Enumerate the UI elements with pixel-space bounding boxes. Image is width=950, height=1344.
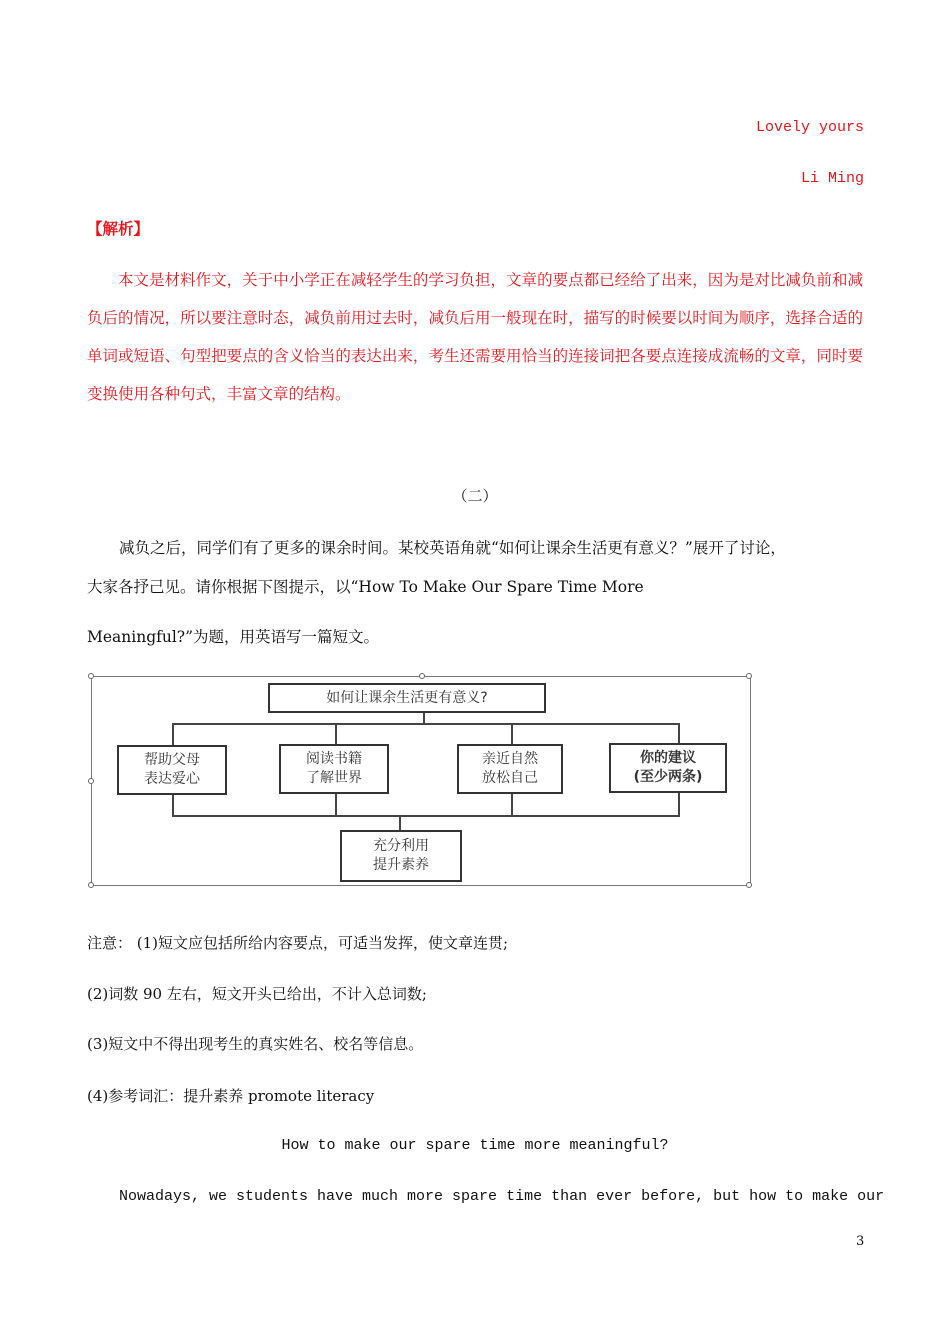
analysis-heading: 【解析】: [87, 219, 150, 238]
diagram-top-text: 如何让课余生活更有意义?: [326, 689, 488, 706]
bottom-text-line1: 充分利用: [373, 838, 429, 854]
connector-line: [172, 793, 174, 817]
connector-line: [678, 793, 680, 817]
branch-text-line2: 放松自己: [482, 770, 538, 786]
bottom-text-line2: 提升素养: [373, 857, 429, 873]
branch-text-line1: 阅读书籍: [306, 751, 362, 767]
branch-text-line1: 帮助父母: [144, 752, 200, 768]
selection-handle: [88, 882, 94, 888]
page-number: 3: [856, 1234, 865, 1249]
note-3: (3)短文中不得出现考生的真实姓名、校名等信息。: [87, 1035, 424, 1053]
connector-line: [335, 793, 337, 817]
branch-text-line2: 了解世界: [306, 770, 362, 786]
branch-text-line2: 表达爱心: [144, 771, 200, 787]
letter-sign-off: Lovely yours: [755, 119, 864, 136]
branch-text-line1: 亲近自然: [482, 751, 538, 767]
essay-opening: Nowadays, we students have much more spare time than ever before, but how to make our: [119, 1188, 885, 1205]
analysis-body: 本文是材料作文，关于中小学正在减轻学生的学习负担，文章的要点都已经给了出来，因为是对比减负前和减负后的情况，所以要注意时态，减负前用过去时，减负后用一般现在时，描写的时候要以时间为顺序，选择合适的单词或短语、句型把要点的含义恰当的表达出来，考生还需要用恰当的连接词把各要点连接成流畅的文章，同时要变换使用各种句式，丰富文章的结构。: [87, 271, 863, 403]
diagram-branch-box: [279, 744, 389, 794]
prompt-line-3: Meaningful?”为题，用英语写一篇短文。: [87, 628, 380, 646]
note-2: (2)词数 90 左右，短文开头已给出，不计入总词数;: [87, 985, 427, 1003]
connector-line: [399, 815, 401, 831]
connector-line: [172, 723, 174, 747]
connector-line: [172, 815, 680, 817]
diagram-branch-box: [457, 744, 563, 794]
selection-handle: [419, 673, 425, 679]
connector-line: [511, 793, 513, 817]
mind-map-diagram: [91, 676, 751, 886]
branch-text-line1: 你的建议: [640, 750, 696, 766]
letter-signature: Li Ming: [800, 170, 864, 187]
branch-text-line2: (至少两条): [633, 769, 703, 785]
selection-handle: [746, 673, 752, 679]
section-number: （二）: [452, 487, 498, 505]
diagram-top-box: [268, 683, 546, 713]
prompt-line-2: 大家各抒己见。请你根据下图提示，以“How To Make Our Spare Time More: [87, 578, 644, 596]
diagram-branch-box: [117, 745, 227, 795]
diagram-branch-box: [609, 743, 727, 793]
diagram-bottom-box: [340, 830, 462, 882]
connector-line: [172, 723, 680, 725]
prompt-line-1: 减负之后，同学们有了更多的课余时间。某校英语角就“如何让课余生活更有意义？”展开了讨论，: [119, 539, 786, 557]
note-1: 注意： (1)短文应包括所给内容要点，可适当发挥，使文章连贯;: [87, 934, 509, 952]
selection-handle: [88, 673, 94, 679]
note-4: (4)参考词汇：提升素养 promote literacy: [87, 1087, 375, 1105]
essay-title: How to make our spare time more meaningful?: [281, 1137, 669, 1154]
selection-handle: [746, 882, 752, 888]
selection-handle: [88, 778, 94, 784]
